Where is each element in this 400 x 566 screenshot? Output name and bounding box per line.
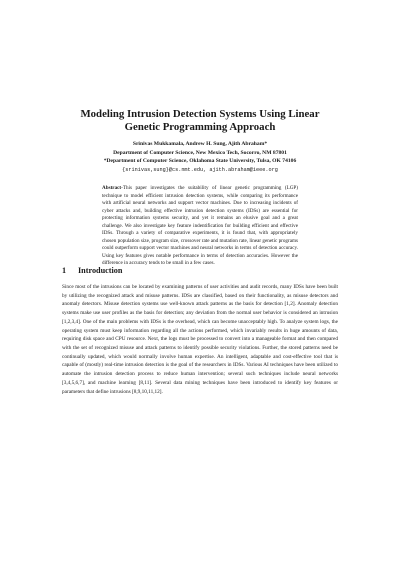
paper-title-line-2: Genetic Programming Approach bbox=[124, 121, 276, 133]
author-names: Srinivas Mukkamala, Andrew H. Sung, Ajith Abraham* bbox=[132, 141, 268, 147]
introduction-paragraph: Since most of the intrusions can be located by examining patterns of user activities and audit records, many IDSs have been built by utilizing the recognized attack and misuse patterns. IDSs are classified, based on their functionality, as misuse detectors and anomaly detectors. Misuse detection systems use well-known attack patterns as the basis for detection [1,2]. Anomaly detection systems make use user profiles as the basis for detection; any deviation from the normal user behavior is considered an intrusion [1,2,3,4]. One of the main problems with IDSs is the overhead, which can become unacceptably high. To analyze system logs, the operating system must keep information regarding all the actions performed, which invariably results in huge amounts of data, requiring disk space and CPU resource. Next, the logs must be processed to convert into a manageable format and then compared with the set of recognized misuse and attack patterns to identify possible security violations. Further, the stored patterns need be continually updated, which would normally involve human expertise. An intelligent, adaptable and cost-effective tool that is capable of (mostly) real-time intrusion detection is the goal of the researchers in IDSs. Various AI techniques have been utilized to automate the intrusion detection process to reduce human intervention; several such techniques include neural networks [3,4,5,6,7], and machine learning [8,11]. Several data mining techniques have been introduced to identify key features or parameters that define intrusions [8,9,10,11,12]. bbox=[62, 284, 338, 395]
section-number: 1 bbox=[62, 266, 67, 275]
affiliation-2: *Department of Computer Science, Oklahoma State University, Tulsa, OK 74106 bbox=[103, 158, 297, 165]
abstract-label: Abstract bbox=[102, 185, 122, 191]
abstract-text: -This paper investigates the suitability of linear genetic programming (LGP) technique to model efficient intrusion detection systems, while comparing its performance with artificial neural networks and support vector machines. Due to increasing incidents of cyber attacks and, building effective intrusion detection systems (IDSs) are essential for protecting information systems security, and yet it remains an elusive goal and a great challenge. We also investigate key feature indentification for building efficient and effective IDSs. Through a variety of comparative experiments, it is found that, with appropriately chosen population size, program size, crossover rate and mutation rate, linear genetic programs could outperform support vector machines and neural networks in terms of detection accuracy. Using key features gives notable performance in terms of detection accuracies. However the difference in accuracy tends to be small in a few cases. bbox=[102, 185, 298, 267]
paper-title bbox=[60, 108, 340, 134]
paper-title-line-1: Modeling Intrusion Detection Systems Using Linear bbox=[80, 108, 320, 120]
abstract bbox=[102, 185, 298, 268]
affiliation-1: Department of Computer Science, New Mexico Tech, Socorro, NM 87801 bbox=[113, 149, 287, 156]
section-heading-introduction bbox=[62, 266, 122, 276]
author-block bbox=[60, 140, 340, 174]
author-emails: {srinivas,sung}@cs.nmt.edu, ajith.abraham@ieee.org bbox=[122, 166, 278, 173]
section-title: Introduction bbox=[78, 266, 123, 275]
